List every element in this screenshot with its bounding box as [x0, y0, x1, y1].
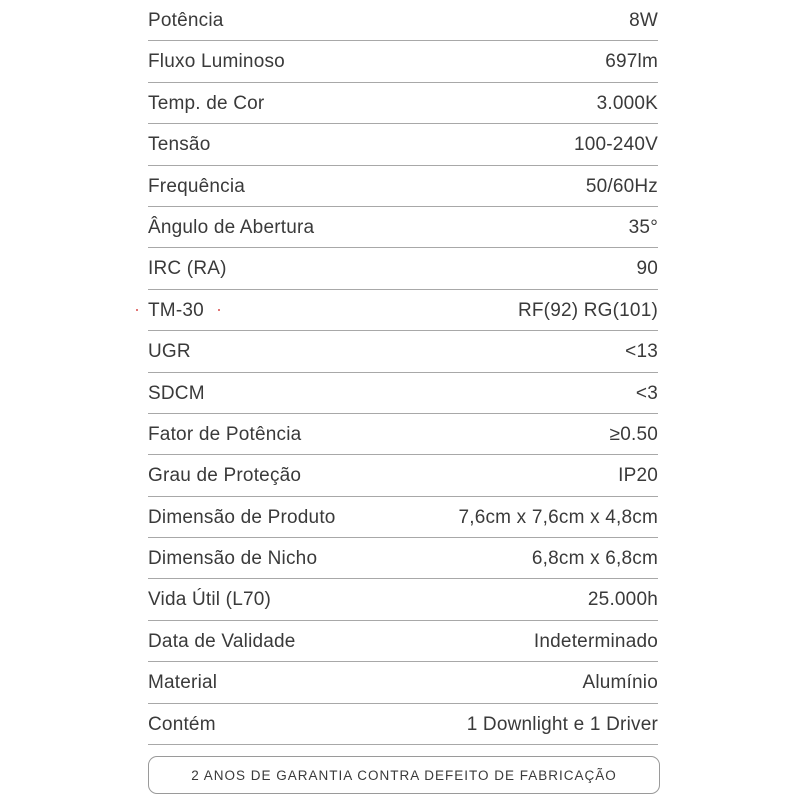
spec-row-contem	[148, 704, 658, 745]
spec-row-angulo-de-abertura	[148, 207, 658, 248]
spec-value: 25.000h	[587, 589, 658, 611]
spec-row-potencia	[148, 0, 658, 41]
spec-value: 35°	[628, 216, 658, 238]
spec-row-tm-30	[148, 290, 658, 331]
spec-label: Tensão	[148, 134, 211, 156]
spec-label: Data de Validade	[148, 630, 296, 652]
spec-label: Material	[148, 672, 218, 694]
warranty-text: 2 ANOS DE GARANTIA CONTRA DEFEITO DE FABRICAÇÃO	[191, 767, 617, 783]
spec-label: TM-30	[148, 299, 204, 321]
spec-label: Potência	[148, 10, 224, 31]
spec-value: 6,8cm x 6,8cm	[531, 548, 658, 570]
spec-value: 3.000K	[596, 92, 658, 114]
spec-row-ugr	[148, 331, 658, 372]
spec-value: Indeterminado	[533, 630, 658, 652]
spec-row-vida-util	[148, 579, 658, 620]
spec-value: RF(92) RG(101)	[517, 299, 658, 321]
spec-row-irc	[148, 248, 658, 289]
spec-value: 7,6cm x 7,6cm x 4,8cm	[458, 506, 658, 528]
spec-row-data-de-validade	[148, 621, 658, 662]
marker-dot-icon	[136, 309, 138, 311]
spec-row-dimensao-de-nicho	[148, 538, 658, 579]
marker-dot-icon	[218, 309, 220, 311]
spec-row-frequencia	[148, 166, 658, 207]
spec-row-tensao	[148, 124, 658, 165]
spec-label: Dimensão de Nicho	[148, 548, 318, 570]
spec-label: SDCM	[148, 382, 205, 404]
warranty-box	[148, 756, 660, 794]
spec-label: Contém	[148, 713, 216, 735]
spec-row-material	[148, 662, 658, 703]
spec-value: 697lm	[605, 51, 658, 73]
spec-label: Ângulo de Abertura	[148, 216, 315, 238]
spec-table	[148, 0, 658, 745]
spec-label: UGR	[148, 341, 191, 363]
spec-value: Alumínio	[582, 672, 658, 694]
spec-row-fator-de-potencia	[148, 414, 658, 455]
spec-value: <3	[635, 382, 658, 404]
spec-row-dimensao-de-produto	[148, 497, 658, 538]
spec-label: Grau de Proteção	[148, 465, 302, 487]
spec-value: 100-240V	[573, 134, 658, 156]
spec-label: Frequência	[148, 175, 246, 197]
spec-label: Vida Útil (L70)	[148, 589, 272, 611]
spec-label: Dimensão de Produto	[148, 506, 336, 528]
spec-value: 8W	[629, 10, 658, 31]
spec-row-sdcm	[148, 373, 658, 414]
spec-row-temp-de-cor	[148, 83, 658, 124]
spec-value: ≥0.50	[609, 423, 658, 445]
spec-label: Fator de Potência	[148, 423, 302, 445]
spec-row-grau-de-protecao	[148, 455, 658, 496]
spec-label: Fluxo Luminoso	[148, 51, 285, 73]
spec-value: 90	[636, 258, 658, 280]
spec-value: <13	[625, 341, 658, 363]
spec-label: Temp. de Cor	[148, 92, 265, 114]
spec-row-fluxo-luminoso	[148, 41, 658, 82]
spec-value: 1 Downlight e 1 Driver	[466, 713, 658, 735]
spec-value: IP20	[618, 465, 658, 487]
spec-value: 50/60Hz	[585, 175, 658, 197]
spec-label: IRC (RA)	[148, 258, 227, 280]
